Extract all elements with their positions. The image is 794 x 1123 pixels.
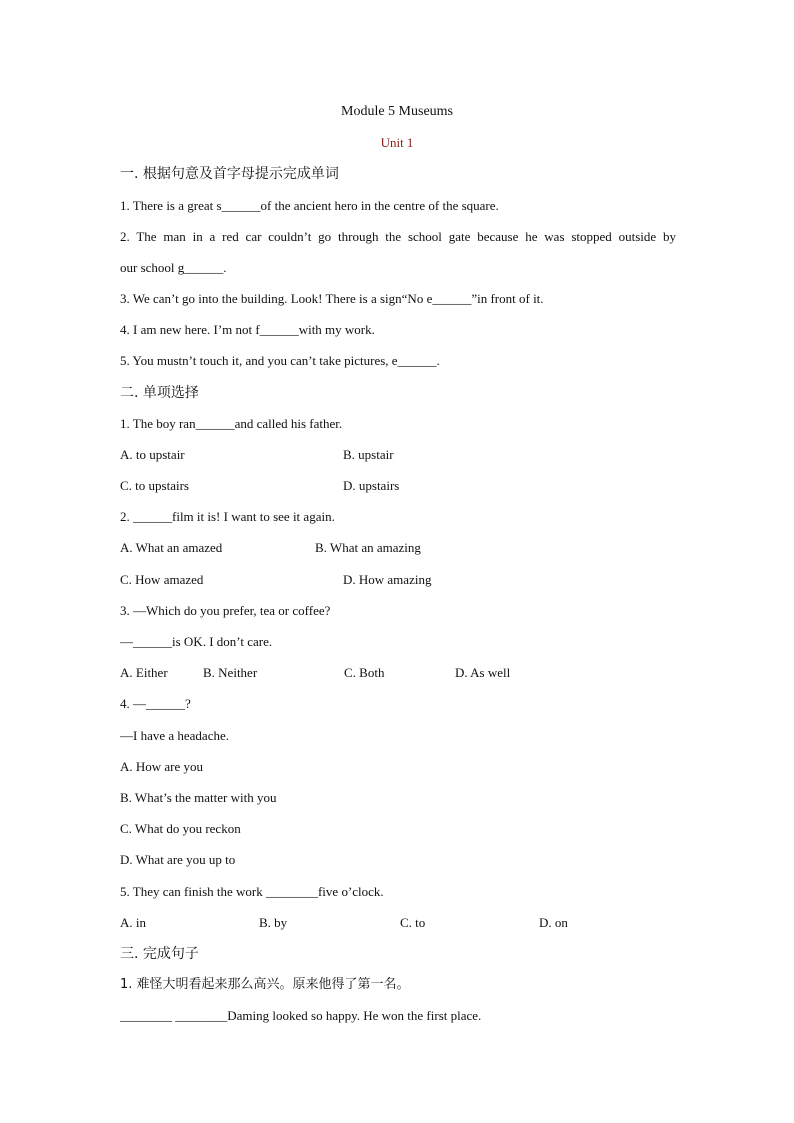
q5-option-b: B. by	[259, 915, 288, 930]
q2-option-b: B. What an amazing	[315, 540, 421, 555]
q3-option-a: A. Either	[120, 665, 168, 680]
q2-stem: 2. ______film it is! I want to see it again.	[120, 509, 335, 524]
q4-line2: —I have a headache.	[120, 728, 229, 743]
q5-option-d: D. on	[539, 915, 568, 930]
q5-option-c: C. to	[400, 915, 426, 930]
q4-option-a: A. How are you	[120, 759, 204, 774]
q2-option-d: D. How amazing	[343, 572, 432, 587]
q5-stem: 5. They can finish the work ________five o’clock.	[120, 884, 384, 899]
q1-option-c: C. to upstairs	[120, 478, 189, 493]
section1-item-2-cont: our school g______.	[120, 260, 227, 275]
section1-heading: 一. 根据句意及首字母提示完成单词	[120, 166, 339, 182]
page-title: Module 5 Museums	[341, 104, 453, 119]
section1-item-3: 3. We can’t go into the building. Look! There is a sign“No e______”in front of it.	[120, 291, 544, 306]
q5-option-a: A. in	[120, 915, 146, 930]
q4-option-c: C. What do you reckon	[120, 821, 241, 836]
q3-option-d: D. As well	[455, 665, 511, 680]
q1-option-a: A. to upstair	[120, 447, 185, 462]
q1-option-b: B. upstair	[343, 447, 394, 462]
q3-option-c: C. Both	[344, 665, 385, 680]
q4-option-d: D. What are you up to	[120, 852, 236, 867]
section1-item-1: 1. There is a great s______of the ancient hero in the centre of the square.	[120, 198, 499, 213]
section1-item-2: 2. The man in a red car couldn’t go through the school gate because he was stopped outside by	[120, 229, 676, 244]
section1-item-4: 4. I am new here. I’m not f______with my work.	[120, 322, 375, 337]
section2-heading: 二. 单项选择	[120, 385, 199, 401]
q2-option-c: C. How amazed	[120, 572, 204, 587]
q1-option-d: D. upstairs	[343, 478, 400, 493]
q2-option-a: A. What an amazed	[120, 540, 223, 555]
q1-stem: 1. The boy ran______and called his father.	[120, 416, 343, 431]
q4-option-b: B. What’s the matter with you	[120, 790, 277, 805]
section3-q1-chinese: 1. 难怪大明看起来那么高兴。原来他得了第一名。	[120, 977, 410, 992]
section1-item-5: 5. You mustn’t touch it, and you can’t take pictures, e______.	[120, 353, 440, 368]
unit-label: Unit 1	[380, 135, 414, 150]
q3-line2: —______is OK. I don’t care.	[120, 634, 273, 649]
q3-option-b: B. Neither	[203, 665, 258, 680]
section3-q1-english: ________ ________Daming looked so happy. He won the first place.	[120, 1008, 482, 1023]
section3-heading: 三. 完成句子	[120, 946, 199, 962]
q4-stem: 4. —______?	[120, 696, 191, 711]
q3-stem: 3. —Which do you prefer, tea or coffee?	[120, 603, 331, 618]
